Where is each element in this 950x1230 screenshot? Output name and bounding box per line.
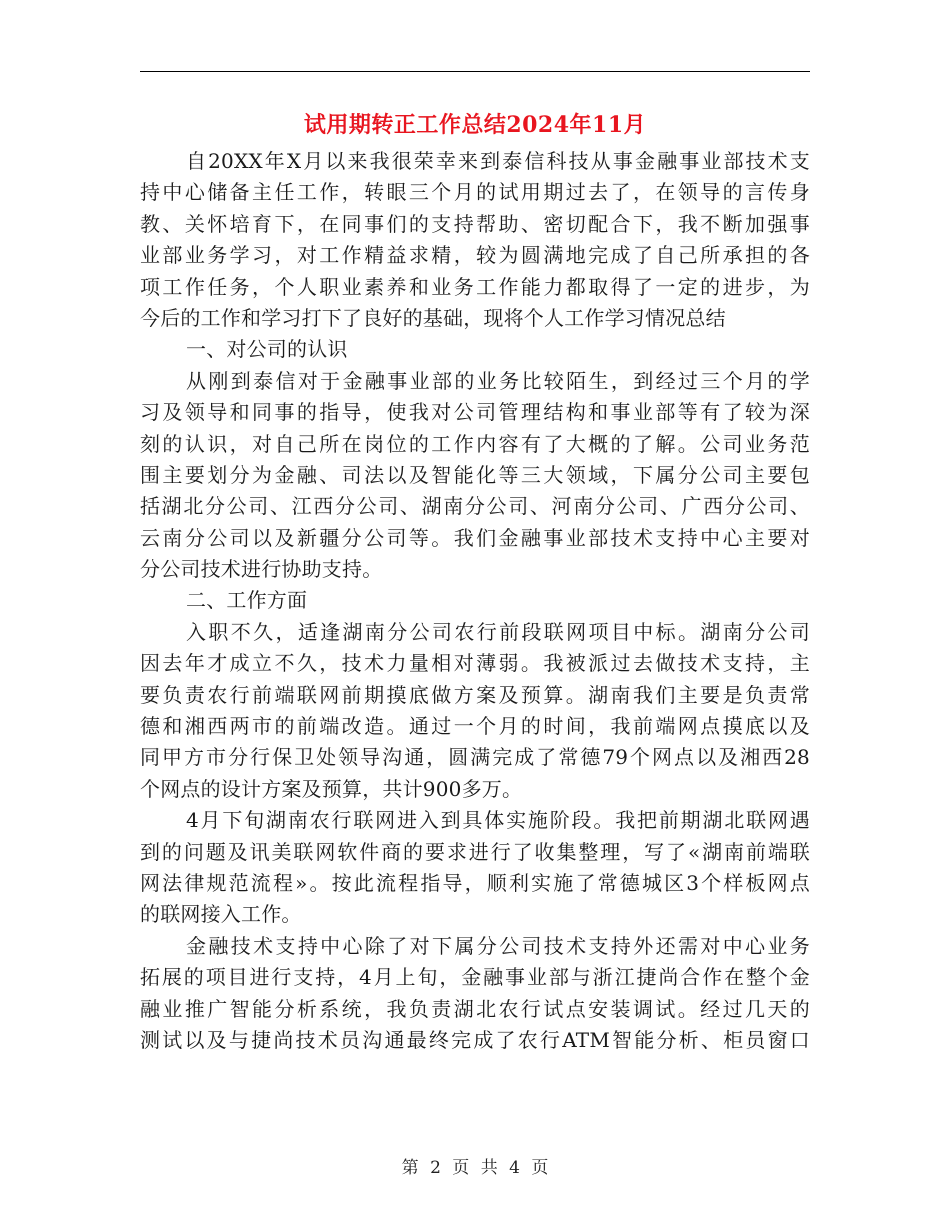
body-line: 融业推广智能分析系统，我负责湖北农行试点安装调试。经过几天的 (140, 996, 810, 1021)
body-line: 同甲方市分行保卫处领导沟通，圆满完成了常德79个网点以及湘西28 (140, 745, 810, 770)
header-rule (140, 71, 810, 72)
body-line: 围主要划分为金融、司法以及智能化等三大领域，下属分公司主要包 (140, 462, 810, 487)
body-line: 拓展的项目进行支持，4月上旬，金融事业部与浙江捷尚合作在整个金 (140, 965, 810, 990)
document-title: 试用期转正工作总结2024年11月 (303, 112, 647, 138)
body-line: 项工作任务，个人职业素养和业务工作能力都取得了一定的进步，为 (140, 274, 810, 299)
body-line: 习及领导和同事的指导，使我对公司管理结构和事业部等有了较为深 (140, 400, 810, 425)
document-body (140, 146, 810, 1091)
body-line: 金融技术支持中心除了对下属分公司技术支持外还需对中心业务 (186, 933, 810, 958)
body-line: 云南分公司以及新疆分公司等。我们金融事业部技术支持中心主要对 (140, 525, 810, 550)
page-number-footer: 第 2 页 共 4 页 (401, 1158, 549, 1178)
body-line: 到的问题及讯美联网软件商的要求进行了收集整理，写了«湖南前端联 (140, 839, 810, 864)
body-line: 个网点的设计方案及预算，共计900多万。 (140, 776, 523, 801)
body-line: 要负责农行前端联网前期摸底做方案及预算。湖南我们主要是负责常 (140, 682, 810, 707)
body-line: 德和湘西两市的前端改造。通过一个月的时间，我前端网点摸底以及 (140, 714, 810, 739)
body-line: 从刚到泰信对于金融事业部的业务比较陌生，到经过三个月的学 (186, 368, 810, 393)
body-line: 入职不久，适逢湖南分公司农行前段联网项目中标。湖南分公司 (186, 619, 810, 644)
body-line: 网法律规范流程»。按此流程指导，顺利实施了常德城区3个样板网点 (140, 870, 810, 895)
body-line: 一、对公司的认识 (186, 337, 348, 362)
body-line: 持中心储备主任工作，转眼三个月的试用期过去了，在领导的言传身 (140, 180, 810, 205)
body-line: 括湖北分公司、江西分公司、湖南分公司、河南分公司、广西分公司、 (140, 494, 810, 519)
body-line: 因去年才成立不久，技术力量相对薄弱。我被派过去做技术支持，主 (140, 651, 810, 676)
body-line: 的联网接入工作。 (140, 902, 302, 927)
body-line: 自20XX年X月以来我很荣幸来到泰信科技从事金融事业部技术支 (186, 149, 810, 173)
body-line: 刻的认识，对自己所在岗位的工作内容有了大概的了解。公司业务范 (140, 431, 810, 456)
body-line: 测试以及与捷尚技术员沟通最终完成了农行ATM智能分析、柜员窗口 (140, 1027, 810, 1052)
body-line: 今后的工作和学习打下了良好的基础，现将个人工作学习情况总结 (140, 305, 726, 330)
body-line: 二、工作方面 (186, 588, 308, 613)
body-line: 4月下旬湖南农行联网进入到具体实施阶段。我把前期湖北联网遇 (186, 808, 810, 833)
body-line: 分公司技术进行协助支持。 (140, 557, 383, 582)
body-line: 教、关怀培育下，在同事们的支持帮助、密切配合下，我不断加强事 (140, 211, 810, 236)
body-line: 业部业务学习，对工作精益求精，较为圆满地完成了自己所承担的各 (140, 243, 810, 268)
